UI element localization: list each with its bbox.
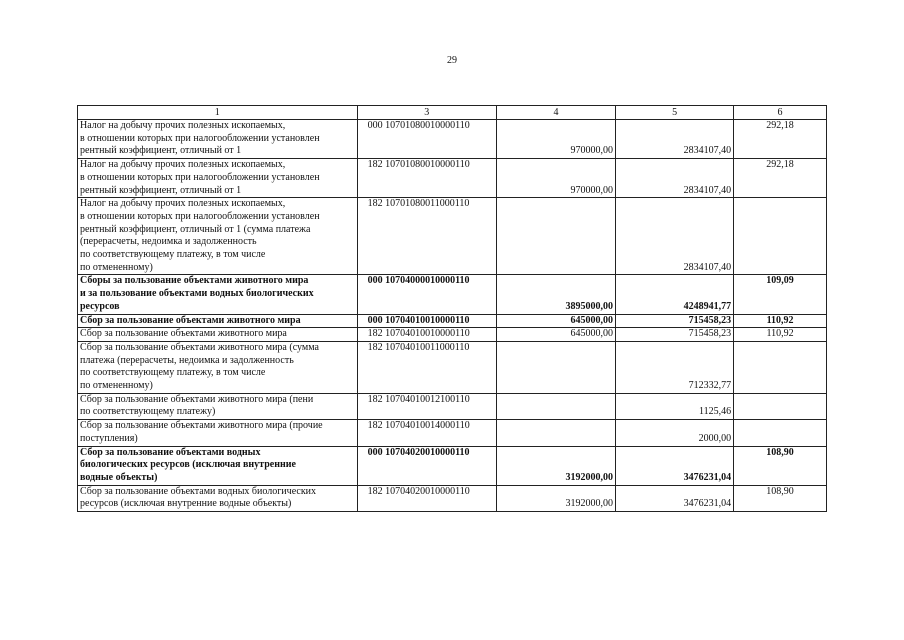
row-name-line: Сбор за пользование объектами животного мира [80, 314, 301, 326]
row-actual-value: 2834107,40 [616, 120, 734, 159]
row-code: 182 10701080010000110 [357, 159, 496, 198]
row-name-line: ресурсов (исключая внутренние водные объекты) [80, 498, 292, 510]
row-percent: 292,18 [734, 159, 827, 198]
row-plan-value: 3192000,00 [496, 446, 615, 485]
row-percent: 108,90 [734, 446, 827, 485]
row-code: 182 10704020010000110 [357, 485, 496, 511]
table-row [78, 120, 827, 159]
table-row [78, 341, 827, 393]
row-name-line: рентный коэффициент, отличный от 1 [80, 145, 242, 157]
row-name [78, 328, 358, 342]
row-name [78, 393, 358, 419]
row-name [78, 120, 358, 159]
row-actual-value: 715458,23 [616, 328, 734, 342]
header-col-4: 4 [496, 106, 615, 120]
row-name-line: (перерасчеты, недоимка и задолженность [80, 236, 257, 248]
header-col-1: 1 [78, 106, 358, 120]
row-name-line: поступления) [80, 432, 138, 444]
row-actual-value: 2000,00 [616, 420, 734, 446]
row-plan-value: 3192000,00 [496, 485, 615, 511]
row-name-line: Сбор за пользование объектами животного мира (сумма [80, 341, 319, 353]
row-plan-value [496, 198, 615, 275]
row-name-line: платежа (перерасчеты, недоимка и задолженность [80, 354, 294, 366]
row-name [78, 485, 358, 511]
row-name-line: Налог на добычу прочих полезных ископаемых, [80, 198, 286, 210]
table-row [78, 159, 827, 198]
row-actual-value: 1125,46 [616, 393, 734, 419]
row-name-line: по соответствующему платежу, в том числе [80, 249, 266, 261]
header-col-3: 3 [357, 106, 496, 120]
row-code: 000 10701080010000110 [357, 120, 496, 159]
header-col-5: 5 [616, 106, 734, 120]
table-body [78, 120, 827, 512]
table-row [78, 393, 827, 419]
row-name-line: биологических ресурсов (исключая внутренние [80, 459, 296, 471]
row-plan-value: 645000,00 [496, 314, 615, 328]
row-code: 182 10704010010000110 [357, 328, 496, 342]
row-code: 000 10704020010000110 [357, 446, 496, 485]
header-col-6: 6 [734, 106, 827, 120]
row-name-line: Сборы за пользование объектами животного мира [80, 275, 309, 287]
row-code: 182 10704010012100110 [357, 393, 496, 419]
row-actual-value: 4248941,77 [616, 275, 734, 314]
row-plan-value: 970000,00 [496, 120, 615, 159]
row-name-line: Сбор за пользование объектами животного мира (прочие [80, 420, 323, 432]
row-name-line: Налог на добычу прочих полезных ископаемых, [80, 159, 286, 171]
row-percent: 110,92 [734, 328, 827, 342]
row-actual-value: 3476231,04 [616, 446, 734, 485]
row-actual-value: 2834107,40 [616, 159, 734, 198]
row-percent: 292,18 [734, 120, 827, 159]
row-name [78, 420, 358, 446]
row-name-line: Сбор за пользование объектами водных [80, 446, 261, 458]
row-plan-value: 970000,00 [496, 159, 615, 198]
row-plan-value [496, 420, 615, 446]
row-name [78, 275, 358, 314]
row-name [78, 198, 358, 275]
row-name-line: Налог на добычу прочих полезных ископаемых, [80, 120, 286, 131]
row-plan-value: 645000,00 [496, 328, 615, 342]
row-name-line: рентный коэффициент, отличный от 1 [80, 184, 242, 196]
page-number: 29 [447, 55, 457, 66]
row-name-line: Сбор за пользование объектами животного мира (пени [80, 393, 314, 405]
row-name [78, 314, 358, 328]
row-plan-value [496, 393, 615, 419]
row-code: 000 10704010010000110 [357, 314, 496, 328]
table-row [78, 446, 827, 485]
row-name [78, 159, 358, 198]
row-name-line: Сбор за пользование объектами животного мира [80, 328, 287, 340]
row-percent [734, 341, 827, 393]
row-code: 182 10701080011000110 [357, 198, 496, 275]
table-row [78, 314, 827, 328]
header-row [78, 106, 827, 120]
row-code: 182 10704010011000110 [357, 341, 496, 393]
row-name-line: и за пользование объектами водных биологических [80, 288, 314, 300]
row-name-line: рентный коэффициент, отличный от 1 (сумма платежа [80, 223, 311, 235]
table-row [78, 198, 827, 275]
row-plan-value [496, 341, 615, 393]
row-percent: 109,09 [734, 275, 827, 314]
table-row [78, 420, 827, 446]
row-percent [734, 198, 827, 275]
row-name-line: водные объекты) [80, 471, 158, 483]
row-name-line: по соответствующему платежу, в том числе [80, 367, 266, 379]
row-plan-value: 3895000,00 [496, 275, 615, 314]
row-name-line: в отношении которых при налогообложении установлен [80, 171, 320, 183]
row-name [78, 446, 358, 485]
row-name-line: по соответствующему платежу) [80, 406, 216, 418]
row-name-line: в отношении которых при налогообложении установлен [80, 132, 320, 144]
row-actual-value: 715458,23 [616, 314, 734, 328]
row-percent: 110,92 [734, 314, 827, 328]
row-code: 000 10704000010000110 [357, 275, 496, 314]
row-name-line: Сбор за пользование объектами водных биологических [80, 485, 317, 497]
row-actual-value: 3476231,04 [616, 485, 734, 511]
row-name [78, 341, 358, 393]
row-actual-value: 712332,77 [616, 341, 734, 393]
row-code: 182 10704010014000110 [357, 420, 496, 446]
row-percent [734, 420, 827, 446]
table-row [78, 485, 827, 511]
row-percent [734, 393, 827, 419]
row-actual-value: 2834107,40 [616, 198, 734, 275]
table-row [78, 275, 827, 314]
table-row [78, 328, 827, 342]
budget-report-table [77, 105, 827, 512]
row-name-line: ресурсов [80, 300, 120, 312]
row-name-line: по отмененному) [80, 380, 153, 392]
row-name-line: в отношении которых при налогообложении установлен [80, 210, 320, 222]
row-name-line: по отмененному) [80, 261, 153, 273]
row-percent: 108,90 [734, 485, 827, 511]
